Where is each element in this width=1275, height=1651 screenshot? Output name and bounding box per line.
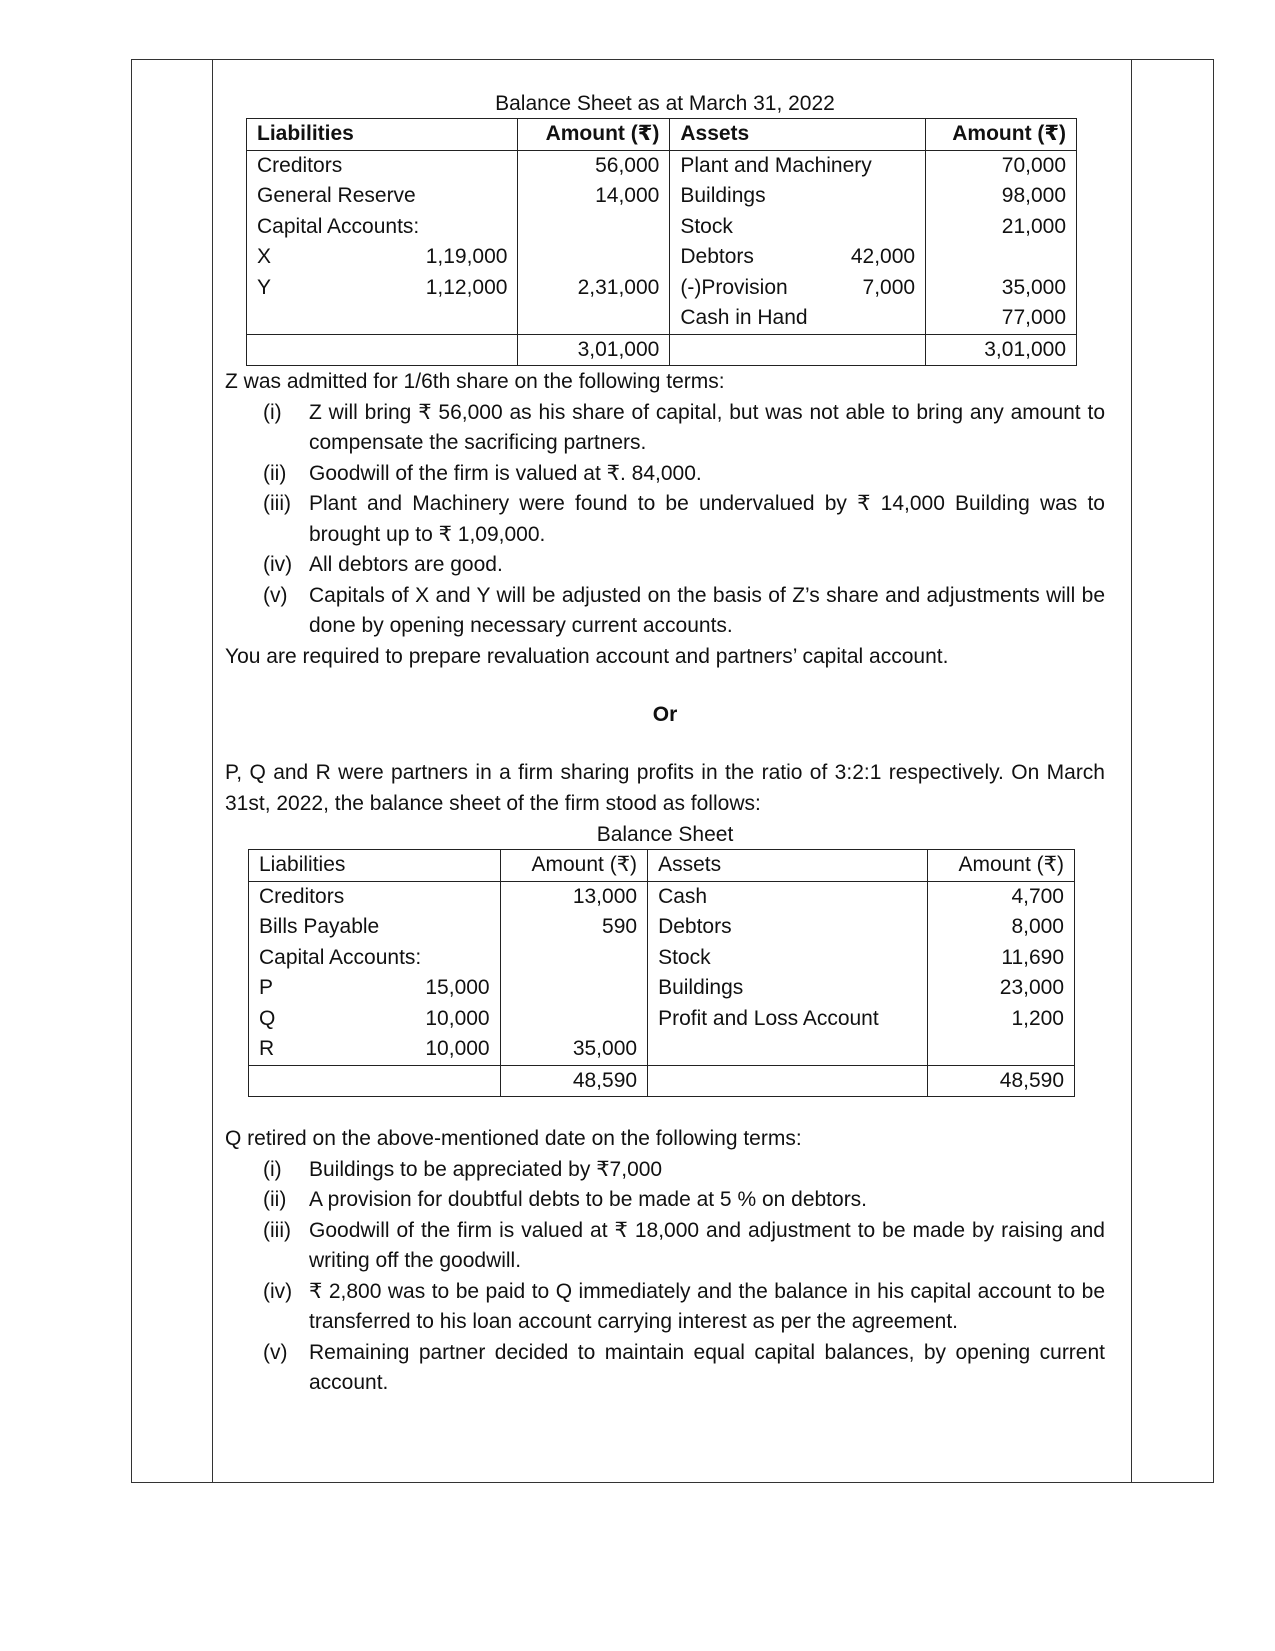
term-text: Goodwill of the firm is valued at ₹ 18,000 and adjustment to be made by raising and writing off the goodwill.	[309, 1218, 1105, 1272]
or-separator: Or	[652, 703, 678, 726]
liability-label: Capital Accounts:	[257, 214, 420, 238]
table-row	[249, 912, 1075, 943]
term-text: A provision for doubtful debts to be made at 5 % on debtors.	[309, 1188, 868, 1211]
asset-sub-amount: 7,000	[862, 275, 916, 299]
liability-amount	[518, 303, 670, 334]
term-number: (ii)	[263, 1188, 287, 1211]
term-number: (iii)	[263, 1218, 291, 1242]
liability-cell	[249, 912, 501, 943]
asset-label: (-)Provision	[680, 275, 788, 299]
liability-cell	[249, 973, 501, 1004]
liability-cell	[249, 1004, 501, 1035]
total-liabilities: 48,590	[500, 1065, 647, 1097]
asset-cell	[670, 150, 926, 181]
asset-amount: 70,000	[926, 150, 1077, 181]
balance-sheet-1-caption: Balance Sheet as at March 31, 2022	[495, 92, 835, 115]
liability-label: Y	[257, 275, 272, 299]
liability-cell	[247, 303, 518, 334]
asset-label: Cash in Hand	[680, 306, 808, 329]
retirement-intro: Q retired on the above-mentioned date on the following terms:	[225, 1127, 802, 1150]
liability-cell	[247, 242, 518, 273]
table-row	[247, 273, 1077, 304]
asset-label: Stock	[658, 945, 711, 969]
admission-terms-list	[225, 398, 1105, 642]
term-item	[263, 398, 1105, 459]
balance-sheet-1	[246, 118, 1077, 366]
retirement-terms-list	[225, 1155, 1105, 1399]
liability-amount	[518, 212, 670, 243]
asset-label: Buildings	[658, 976, 744, 999]
asset-amount: 21,000	[926, 212, 1077, 243]
liability-label: Q	[259, 1006, 276, 1030]
table-row	[249, 943, 1075, 974]
header-amount-liabilities: Amount (₹)	[518, 119, 670, 151]
balance-sheet-2-total-row	[249, 1065, 1075, 1097]
asset-amount	[926, 242, 1077, 273]
asset-cell	[648, 1004, 927, 1035]
liability-amount	[500, 973, 647, 1004]
liability-label: General Reserve	[257, 184, 416, 207]
term-number: (v)	[263, 583, 288, 607]
asset-cell	[648, 912, 927, 943]
admission-intro: Z was admitted for 1/6th share on the following terms:	[225, 370, 725, 393]
liability-amount: 56,000	[518, 150, 670, 181]
term-text: Plant and Machinery were found to be undervalued by ₹ 14,000 Building was to brought up to ₹ 1,09,000.	[309, 492, 1105, 546]
total-liabilities: 3,01,000	[518, 334, 670, 366]
term-text: Buildings to be appreciated by ₹7,000	[309, 1157, 663, 1181]
liability-cell	[247, 273, 518, 304]
total-assets: 48,590	[927, 1065, 1074, 1097]
asset-amount: 1,200	[927, 1004, 1074, 1035]
term-text: All debtors are good.	[309, 553, 503, 576]
asset-amount: 11,690	[927, 943, 1074, 974]
term-number: (ii)	[263, 461, 287, 485]
term-number: (iv)	[263, 1279, 293, 1303]
asset-label: Stock	[680, 214, 733, 238]
asset-amount: 35,000	[926, 273, 1077, 304]
liability-amount: 2,31,000	[518, 273, 670, 304]
balance-sheet-2-header-row	[249, 850, 1075, 882]
liability-sub-amount: 10,000	[425, 1006, 490, 1030]
asset-cell	[648, 973, 927, 1004]
asset-sub-amount: 42,000	[850, 245, 916, 268]
liability-cell	[247, 181, 518, 212]
asset-label: Buildings	[680, 184, 766, 207]
right-column-divider	[1131, 59, 1132, 1483]
asset-label: Plant and Machinery	[680, 153, 872, 177]
asset-cell	[670, 303, 926, 334]
term-item	[263, 459, 1105, 490]
term-text: Z will bring ₹ 56,000 as his share of capital, but was not able to bring any amount to compensate the sacrificing partners.	[309, 400, 1105, 454]
asset-label: Debtors	[658, 915, 732, 938]
liability-cell	[247, 150, 518, 181]
table-row	[249, 1034, 1075, 1065]
liability-label: Creditors	[257, 153, 343, 177]
liability-sub-amount: 1,19,000	[425, 245, 508, 268]
liability-amount	[500, 943, 647, 974]
term-text: Remaining partner decided to maintain equal capital balances, by opening current account.	[309, 1340, 1105, 1394]
header-liabilities: Liabilities	[249, 850, 501, 882]
liability-amount	[500, 1004, 647, 1035]
liability-cell	[249, 1034, 501, 1065]
table-row	[247, 242, 1077, 273]
asset-cell	[648, 881, 927, 912]
term-text: Capitals of X and Y will be adjusted on the basis of Z’s share and adjustments will be done by opening necessary current accounts.	[309, 583, 1105, 637]
liability-label: Bills Payable	[259, 915, 380, 938]
liability-label: P	[259, 976, 274, 999]
total-assets: 3,01,000	[926, 334, 1077, 366]
table-row	[249, 973, 1075, 1004]
balance-sheet-2-caption: Balance Sheet	[596, 823, 734, 846]
term-item	[263, 1277, 1105, 1338]
header-assets: Assets	[670, 119, 926, 151]
table-row	[249, 1004, 1075, 1035]
asset-cell	[670, 273, 926, 304]
header-amount-assets: Amount (₹)	[927, 850, 1074, 882]
balance-sheet-1-total-row	[247, 334, 1077, 366]
asset-label: Cash	[658, 884, 708, 908]
liability-amount: 35,000	[500, 1034, 647, 1065]
term-number: (iv)	[263, 553, 293, 576]
liability-label: Capital Accounts:	[259, 945, 422, 969]
asset-cell	[670, 212, 926, 243]
asset-amount: 23,000	[927, 973, 1074, 1004]
header-amount-assets: Amount (₹)	[926, 119, 1077, 151]
liability-sub-amount: 10,000	[425, 1037, 490, 1060]
partnership-intro: P, Q and R were partners in a firm sharing profits in the ratio of 3:2:1 respectively. On March 31st, 2022, the balance sheet of the firm stood as follows:	[225, 761, 1105, 815]
liability-amount: 590	[500, 912, 647, 943]
liability-cell	[249, 881, 501, 912]
asset-amount: 8,000	[927, 912, 1074, 943]
asset-cell	[648, 1034, 927, 1065]
term-item	[263, 1155, 1105, 1186]
liability-label: R	[259, 1037, 275, 1060]
table-row	[247, 212, 1077, 243]
liability-cell	[249, 943, 501, 974]
liability-sub-amount: 1,12,000	[425, 275, 508, 299]
question-content	[225, 90, 1105, 1399]
asset-amount: 98,000	[926, 181, 1077, 212]
liability-label: Creditors	[259, 884, 345, 908]
header-liabilities: Liabilities	[247, 119, 518, 151]
term-number: (v)	[263, 1340, 288, 1364]
liability-amount: 13,000	[500, 881, 647, 912]
term-text: Goodwill of the firm is valued at ₹. 84,000.	[309, 461, 702, 485]
liability-label: X	[257, 245, 272, 268]
asset-amount	[927, 1034, 1074, 1065]
term-item	[263, 1216, 1105, 1277]
left-column-divider	[212, 59, 213, 1483]
asset-cell	[670, 242, 926, 273]
asset-amount: 4,700	[927, 881, 1074, 912]
term-text: ₹ 2,800 was to be paid to Q immediately and the balance in his capital account to be transferred to his loan account carrying interest as per the agreement.	[309, 1279, 1105, 1333]
liability-amount: 14,000	[518, 181, 670, 212]
liability-sub-amount: 15,000	[425, 976, 490, 999]
header-assets: Assets	[648, 850, 927, 882]
term-item	[263, 581, 1105, 642]
table-row	[247, 150, 1077, 181]
term-item	[263, 1338, 1105, 1399]
table-row	[247, 303, 1077, 334]
table-row	[247, 181, 1077, 212]
table-row	[249, 881, 1075, 912]
asset-amount: 77,000	[926, 303, 1077, 334]
liability-amount	[518, 242, 670, 273]
header-amount-liabilities: Amount (₹)	[500, 850, 647, 882]
term-item	[263, 1185, 1105, 1216]
liability-cell	[247, 212, 518, 243]
q1-instruction: You are required to prepare revaluation account and partners’ capital account.	[225, 644, 949, 668]
asset-label: Profit and Loss Account	[658, 1006, 879, 1030]
balance-sheet-1-header-row	[247, 119, 1077, 151]
term-item	[263, 489, 1105, 550]
asset-cell	[670, 181, 926, 212]
term-number: (iii)	[263, 492, 291, 515]
term-number: (i)	[263, 400, 282, 424]
term-number: (i)	[263, 1157, 282, 1181]
balance-sheet-2	[248, 849, 1075, 1097]
asset-label: Debtors	[680, 245, 754, 268]
term-item	[263, 550, 1105, 581]
asset-cell	[648, 943, 927, 974]
